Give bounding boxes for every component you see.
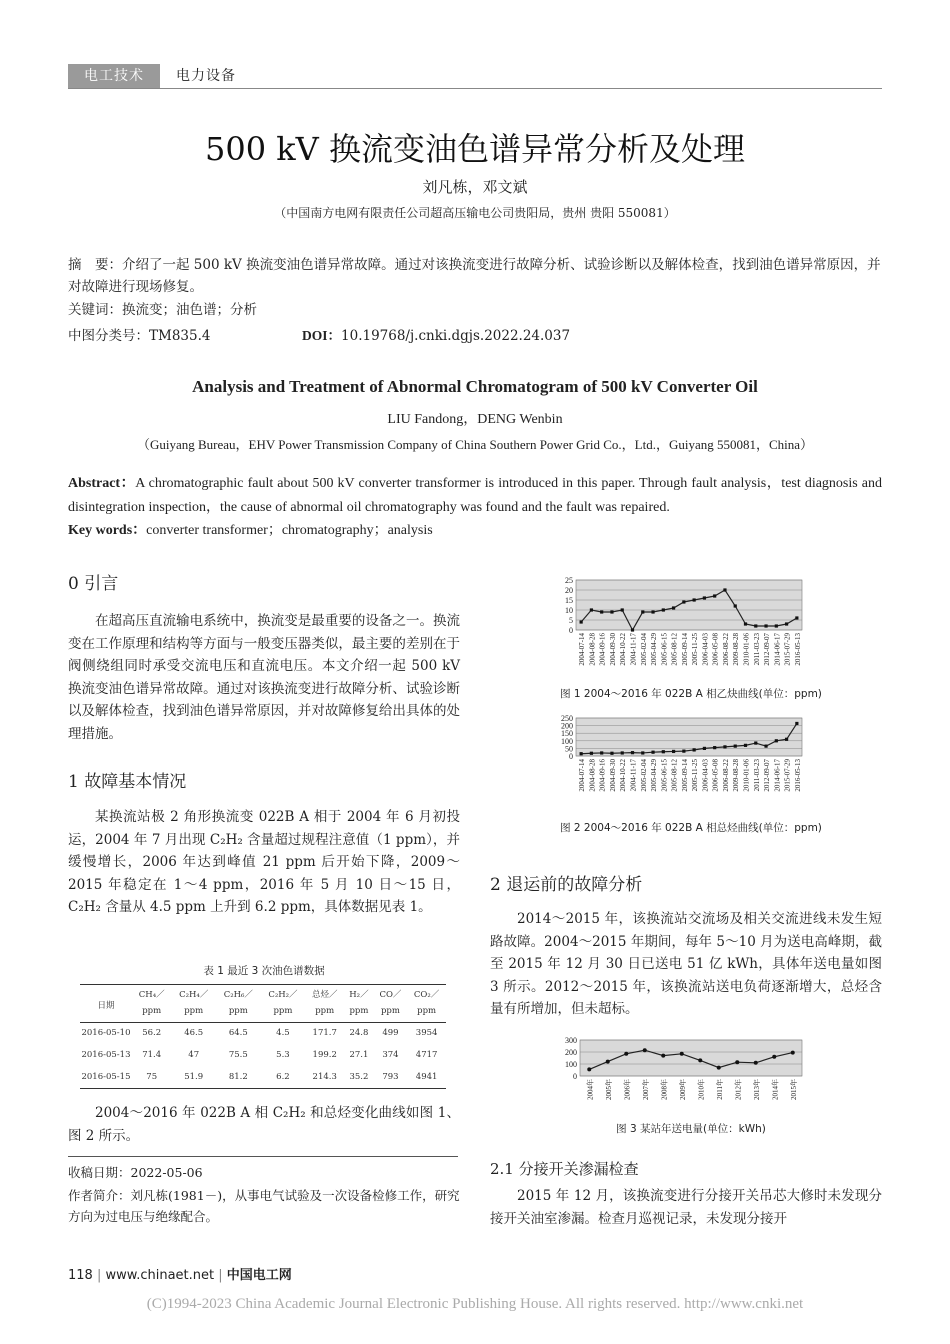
y-tick-label: 300	[565, 1036, 577, 1045]
section-2-1-paragraph: 2015 年 12 月，该换流变进行分接开关吊芯大修时未发现分接开关油室渗漏。检查月巡视记录，未发现分接开	[490, 1188, 882, 1227]
data-point	[785, 738, 788, 741]
x-tick-label: 2004-09-16	[598, 633, 607, 666]
x-tick-label: 2004-09-30	[608, 633, 617, 666]
figure-3-caption: 图 3 某站年送电量(单位：kWh)	[616, 1123, 766, 1135]
data-point	[772, 1055, 776, 1059]
table-unit: ppm	[184, 1005, 204, 1016]
data-point	[662, 750, 665, 753]
y-tick-label: 100	[561, 736, 573, 746]
table-unit: ppm	[273, 1005, 293, 1016]
x-tick-label: 2005-11-25	[691, 759, 700, 792]
data-point	[680, 1052, 684, 1056]
table-unit: ppm	[349, 1005, 369, 1016]
x-tick-label: 2006-08-22	[721, 633, 730, 666]
data-point	[775, 739, 778, 742]
x-tick-label: 2015-07-29	[783, 759, 792, 792]
data-point	[754, 741, 757, 744]
data-point	[682, 750, 685, 753]
data-point	[631, 751, 634, 754]
data-point	[651, 751, 654, 754]
plot-area	[576, 580, 802, 630]
table-date-header: 日期	[97, 1000, 115, 1011]
received-date	[68, 1162, 203, 1183]
x-tick-label: 2004-07-14	[578, 633, 587, 666]
section-2-1-heading: 2.1 分接开关渗漏检查	[490, 1160, 639, 1178]
affiliation: （中国南方电网有限责任公司超高压输电公司贵阳局，贵州 贵阳 550081）	[274, 206, 676, 220]
english-authors: LIU Fandong，DENG Wenbin	[387, 412, 563, 427]
x-tick-label: 2005-06-15	[660, 633, 669, 666]
data-point	[643, 1048, 647, 1052]
data-point	[713, 594, 716, 597]
table-cell: 214.3	[312, 1071, 337, 1082]
x-tick-label: 2014年	[771, 1079, 780, 1100]
data-point	[662, 608, 665, 611]
data-point	[754, 1061, 758, 1065]
figure-1-caption: 图 1 2004～2016 年 022B A 相乙炔曲线(单位：ppm)	[560, 688, 822, 700]
x-tick-label: 2004-11-17	[629, 633, 638, 666]
table-unit: ppm	[142, 1005, 162, 1016]
data-point	[624, 1052, 628, 1056]
x-tick-label: 2006-04-03	[701, 633, 710, 666]
table-unit: ppm	[315, 1005, 335, 1016]
bio-label: 作者简介：	[68, 1188, 131, 1203]
y-tick-label: 50	[565, 744, 573, 754]
x-tick-label: 2011-03-23	[752, 759, 761, 792]
data-point	[661, 1054, 665, 1058]
footnote-rule	[68, 1156, 458, 1157]
data-point	[795, 722, 798, 725]
table-cell: 6.2	[276, 1071, 290, 1082]
y-tick-label: 200	[561, 721, 573, 731]
page-title: 500 kV 换流变油色谱异常分析及处理	[205, 130, 745, 168]
english-abstract-text: A chromatographic fault about 500 kV converter transformer is introduced in this paper. Through fault analysis，test diagnosis and disintegration inspection，the cause of abnormal oil chromatography was found and the fault was repaired.	[68, 476, 882, 515]
table-cell: 199.2	[312, 1050, 337, 1060]
table-cell: 71.4	[142, 1050, 162, 1060]
keywords-cn-text: 换流变；油色谱；分析	[122, 302, 257, 318]
data-point	[600, 610, 603, 613]
x-tick-label: 2004年	[586, 1079, 595, 1100]
section-1-heading: 1 故障基本情况	[68, 772, 187, 792]
bio-text: 刘凡栋(1981－)，从事电气试验及一次设备检修工作，研究方向为过电压与绝缘配合。	[68, 1188, 460, 1224]
data-point	[672, 606, 675, 609]
y-tick-label: 20	[565, 586, 573, 595]
table-col-header: H₂／	[349, 990, 369, 1000]
section-2-heading: 2 退运前的故障分析	[490, 875, 643, 895]
section-2-paragraph: 2014～2015 年，该换流站交流场及相关交流进线未发生短路故障。2004～2015 年期间，每年 5～10 月为送电高峰期，截至 2015 年 12 月 30 日已送电 51 亿 kWh，具体年送电量如图 3 所示。2012～2015 年，该换流站送电负荷逐渐增大，总烃含量有所增加，但未超标。	[490, 911, 882, 1017]
x-tick-label: 2004-09-30	[608, 759, 617, 792]
table-unit-row	[80, 1000, 446, 1022]
y-tick-label: 25	[565, 576, 573, 585]
x-tick-label: 2010-01-06	[742, 759, 751, 792]
x-tick-label: 2008年	[660, 1079, 669, 1100]
x-tick-label: 2014-06-17	[773, 633, 782, 666]
footer-separator: |	[96, 1268, 102, 1283]
english-title: Analysis and Treatment of Abnormal Chromatogram of 500 kV Converter Oil	[192, 377, 758, 396]
data-point	[764, 745, 767, 748]
data-point	[682, 600, 685, 603]
y-tick-label: 200	[565, 1048, 577, 1057]
copyright-notice: (C)1994-2023 China Academic Journal Electronic Publishing House. All rights reserved. http://www.cnki.net	[146, 1296, 804, 1312]
table-cell: 5.3	[276, 1050, 290, 1060]
data-point	[693, 748, 696, 751]
x-tick-label: 2009-08-28	[732, 633, 741, 666]
table-cell: 3954	[415, 1028, 438, 1039]
data-point	[717, 1066, 721, 1070]
x-tick-label: 2006-08-22	[721, 759, 730, 792]
y-tick-label: 0	[569, 626, 573, 635]
table-row	[80, 1022, 446, 1044]
table-cell: 171.7	[312, 1028, 337, 1039]
data-point	[621, 608, 624, 611]
keywords-cn-label: 关键词：	[68, 302, 122, 318]
data-point	[703, 747, 706, 750]
figure-2-caption: 图 2 2004～2016 年 022B A 相总烃曲线(单位：ppm)	[560, 822, 822, 834]
data-point	[600, 751, 603, 754]
data-point	[791, 1051, 795, 1055]
section-1-paragraph: 某换流站极 2 角形换流变 022B A 相于 2004 年 6 月初投运，2004 年 7 月出现 C₂H₂ 含量超过规程注意值（1 ppm），并缓慢增长，2006 年达到峰值 21 ppm 后开始下降，2009～2015 年稳定在 1～4 ppm，2016 年 5 月 10 日～15 日，C₂H₂ 含量从 4.5 ppm 上升到 6.2 ppm，具体数据见表 1。	[68, 809, 460, 915]
y-tick-label: 5	[569, 616, 573, 625]
data-point	[610, 610, 613, 613]
data-point	[693, 598, 696, 601]
footer-journal: 中国电工网	[226, 1268, 292, 1283]
data-point	[734, 745, 737, 748]
x-tick-label: 2005-08-12	[670, 759, 679, 792]
header-rule	[68, 88, 882, 89]
x-tick-label: 2005-08-12	[670, 633, 679, 666]
data-point	[775, 624, 778, 627]
subsection-label: 电力设备	[176, 68, 236, 84]
table-cell: 46.5	[184, 1028, 204, 1039]
data-point	[587, 1067, 591, 1071]
x-tick-label: 2005年	[604, 1079, 613, 1100]
table-col-header: C₂H₄／	[179, 990, 209, 1000]
data-point	[641, 751, 644, 754]
x-tick-label: 2004-08-28	[588, 759, 597, 792]
x-tick-label: 2004-09-16	[598, 759, 607, 792]
x-tick-label: 2005-11-25	[691, 633, 700, 666]
table-col-header: CO₂／	[413, 990, 440, 1000]
table-cell: 2016-05-10	[81, 1028, 131, 1039]
x-tick-label: 2006-05-08	[711, 633, 720, 666]
doi-label: DOI：	[302, 328, 342, 343]
x-tick-label: 2015年	[789, 1079, 798, 1100]
table-col-header: C₂H₂／	[268, 990, 298, 1000]
x-tick-label: 2005-02-04	[639, 759, 648, 792]
data-point	[723, 745, 726, 748]
author-bio	[68, 1185, 460, 1227]
x-tick-label: 2004-07-14	[578, 759, 587, 792]
x-tick-label: 2016-05-13	[793, 633, 802, 666]
x-tick-label: 2013年	[752, 1079, 761, 1100]
table-cell: 75.5	[228, 1050, 248, 1060]
data-point	[641, 610, 644, 613]
data-point	[698, 1058, 702, 1062]
x-tick-label: 2012-09-07	[763, 633, 772, 666]
table-cell: 4941	[415, 1071, 438, 1082]
x-tick-label: 2006-04-03	[701, 759, 710, 792]
x-tick-label: 2010-01-06	[742, 633, 751, 666]
data-point	[735, 1060, 739, 1064]
x-tick-label: 2007年	[641, 1079, 650, 1100]
section-tag: 电工技术	[68, 64, 160, 88]
table-cell: 4.5	[276, 1028, 290, 1039]
table-cell: 793	[382, 1071, 399, 1082]
figure-1-chart	[540, 574, 810, 686]
x-tick-label: 2014-06-17	[773, 759, 782, 792]
clc-label: 中图分类号：	[68, 328, 149, 344]
table-cell: 47	[188, 1050, 200, 1060]
english-keywords-label: Key words：	[68, 523, 147, 538]
english-keywords-text: converter transformer；chromatography；analysis	[146, 523, 433, 538]
table-cell: 35.2	[349, 1071, 369, 1082]
english-keywords	[68, 520, 433, 542]
data-point	[795, 616, 798, 619]
data-point	[621, 751, 624, 754]
y-tick-label: 150	[561, 729, 573, 739]
data-point	[764, 624, 767, 627]
table-col-header: 总烃／	[311, 990, 338, 1000]
table-cell: 81.2	[228, 1071, 248, 1082]
table-unit: ppm	[380, 1005, 400, 1016]
x-tick-label: 2016-05-13	[793, 759, 802, 792]
data-point	[744, 744, 747, 747]
authors: 刘凡栋，邓文斌	[422, 178, 528, 196]
y-tick-label: 250	[561, 714, 573, 723]
y-tick-label: 100	[565, 1060, 577, 1069]
abstract-cn	[68, 254, 882, 298]
section-0-heading: 0 引言	[68, 574, 119, 594]
table-cell: 2016-05-13	[81, 1050, 131, 1060]
abstract-cn-label: 摘 要：	[68, 257, 122, 273]
section-1-paragraph-2: 2004～2016 年 022B A 相 C₂H₂ 和总烃变化曲线如图 1、图 2 所示。	[68, 1105, 460, 1144]
x-tick-label: 2012-09-07	[763, 759, 772, 792]
table-1	[80, 984, 446, 1089]
doi	[302, 325, 570, 347]
clc-number	[68, 325, 210, 347]
x-tick-label: 2005-09-14	[680, 633, 689, 666]
data-point	[744, 622, 747, 625]
table-cell: 499	[382, 1028, 399, 1039]
x-tick-label: 2011-03-23	[752, 633, 761, 666]
received-value: 2022-05-06	[130, 1165, 203, 1180]
footer-separator: |	[218, 1268, 223, 1283]
doi-value: 10.19768/j.cnki.dgjs.2022.24.037	[341, 328, 571, 344]
data-point	[610, 752, 613, 755]
data-point	[606, 1060, 610, 1064]
x-tick-label: 2009-08-28	[732, 759, 741, 792]
data-point	[631, 628, 634, 631]
x-tick-label: 2010年	[697, 1079, 706, 1100]
table-cell: 27.1	[349, 1050, 369, 1060]
page-number: 118	[68, 1268, 93, 1283]
x-tick-label: 2011年	[715, 1079, 724, 1100]
table-unit: ppm	[417, 1005, 437, 1016]
section-0-paragraph: 在超高压直流输电系统中，换流变是最重要的设备之一。换流变在工作原理和结构等方面与一般变压器类似，最主要的差别在于阀侧绕组同时承受交流电压和直流电压。本文介绍一起 500 kV 换流变油色谱异常故障。通过对该换流变进行故障分析、试验诊断以及解体检查，找到油色谱异常原因，并对故障修复给出具体的处理措施。	[68, 613, 460, 742]
x-tick-label: 2004-10-22	[619, 633, 628, 666]
page-footer	[68, 1264, 292, 1283]
data-point	[672, 750, 675, 753]
x-tick-label: 2005-06-15	[660, 759, 669, 792]
data-point	[734, 604, 737, 607]
figure-3-chart	[550, 1034, 810, 1118]
table-row	[80, 1044, 446, 1066]
table-col-header: CO／	[379, 990, 402, 1000]
table-cell: 75	[146, 1071, 158, 1082]
table-col-header: CH₄／	[138, 990, 165, 1000]
x-tick-label: 2004-08-28	[588, 633, 597, 666]
table-cell: 24.8	[349, 1028, 369, 1039]
clc-value: TM835.4	[149, 328, 211, 344]
data-point	[785, 622, 788, 625]
x-tick-label: 2005-04-29	[650, 759, 659, 792]
table-1-caption: 表 1 最近 3 次油色谱数据	[203, 965, 325, 977]
data-point	[754, 624, 757, 627]
english-abstract-label: Abstract：	[68, 476, 136, 491]
data-point	[651, 610, 654, 613]
data-point	[590, 752, 593, 755]
table-cell: 51.9	[184, 1071, 204, 1082]
data-point	[590, 608, 593, 611]
english-affiliation: （Guiyang Bureau，EHV Power Transmission Company of China Southern Power Grid Co.，Ltd.，Guiyang 550081，China）	[136, 437, 814, 452]
data-point	[723, 588, 726, 591]
data-point	[580, 620, 583, 623]
data-point	[703, 596, 706, 599]
y-tick-label: 10	[565, 606, 573, 615]
x-tick-label: 2006-05-08	[711, 759, 720, 792]
x-tick-label: 2006年	[623, 1079, 632, 1100]
x-tick-label: 2004-11-17	[629, 759, 638, 792]
x-tick-label: 2015-07-29	[783, 633, 792, 666]
table-row	[80, 1066, 446, 1088]
y-tick-label: 0	[569, 752, 573, 761]
data-point	[580, 752, 583, 755]
table-cell: 64.5	[228, 1028, 248, 1039]
table-cell: 4717	[415, 1050, 438, 1060]
x-tick-label: 2005-04-29	[650, 633, 659, 666]
english-abstract	[68, 472, 882, 520]
table-cell: 2016-05-15	[81, 1071, 131, 1082]
y-tick-label: 15	[565, 596, 573, 605]
x-tick-label: 2012年	[734, 1079, 743, 1100]
table-cell: 374	[382, 1050, 399, 1060]
figure-2-chart	[540, 712, 810, 818]
table-col-header: C₂H₆／	[223, 990, 253, 1000]
x-tick-label: 2005-09-14	[680, 759, 689, 792]
abstract-cn-text: 介绍了一起 500 kV 换流变油色谱异常故障。通过对该换流变进行故障分析、试验诊断以及解体检查，找到油色谱异常原因，并对故障进行现场修复。	[68, 257, 881, 295]
y-tick-label: 0	[573, 1072, 577, 1081]
table-header-row	[80, 985, 446, 1001]
table-cell: 56.2	[142, 1028, 162, 1039]
footer-site-link[interactable]: www.chinaet.net	[105, 1268, 215, 1283]
received-label: 收稿日期：	[68, 1165, 131, 1180]
table-unit: ppm	[228, 1005, 248, 1016]
data-point	[713, 746, 716, 749]
x-tick-label: 2009年	[678, 1079, 687, 1100]
keywords-cn	[68, 299, 257, 321]
x-tick-label: 2005-02-04	[639, 633, 648, 666]
x-tick-label: 2004-10-22	[619, 759, 628, 792]
